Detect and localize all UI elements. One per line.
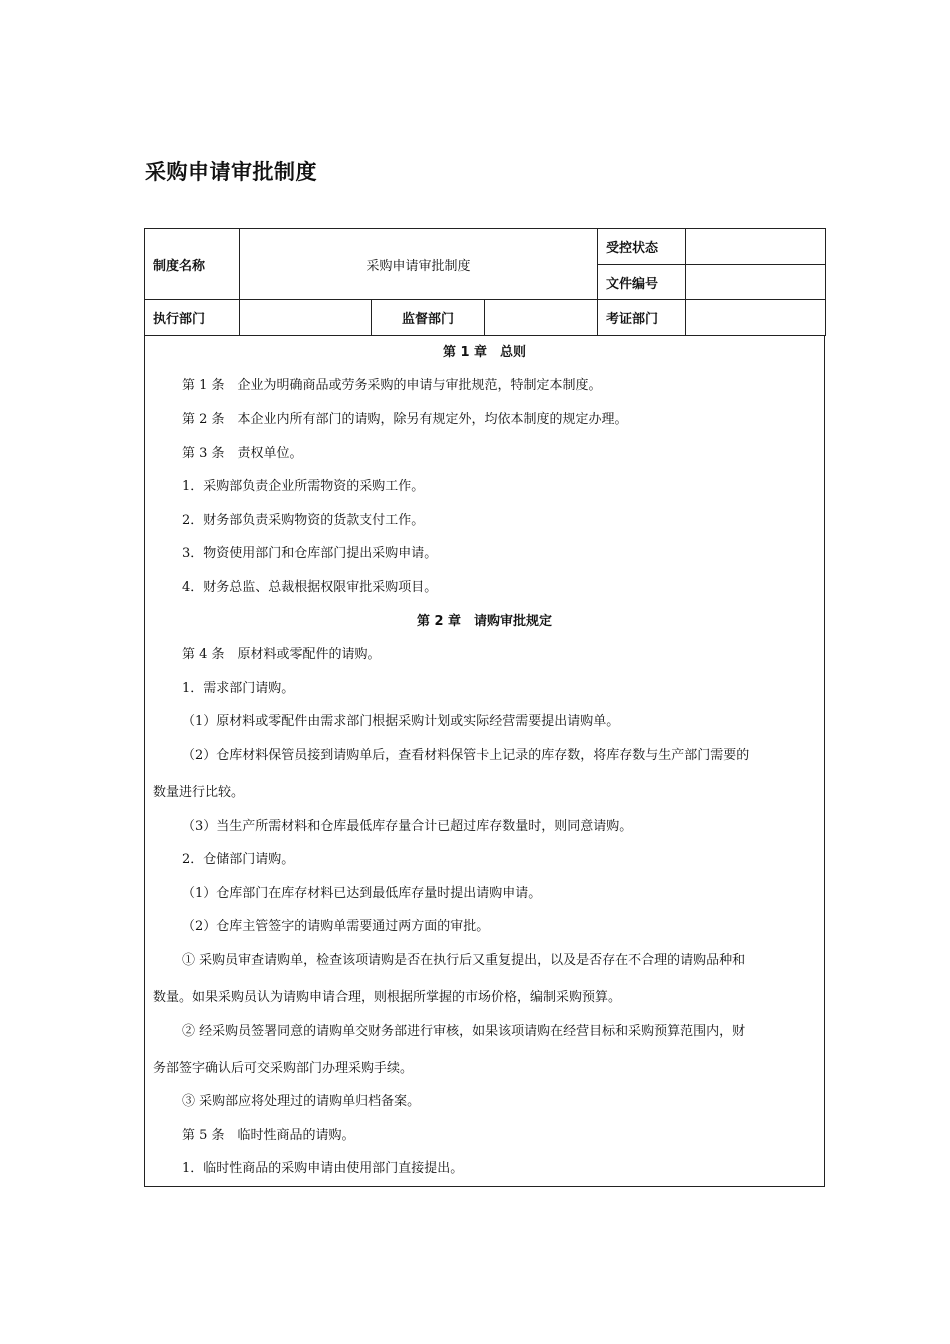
policy-name-label: 制度名称 (145, 229, 240, 300)
article-4-item-2: 2．仓储部门请购。 (182, 852, 295, 867)
verify-dept-value (686, 300, 826, 336)
article-3-item-1: 1．采购部负责企业所需物资的采购工作。 (182, 479, 425, 494)
article-4-item-2-circle-1: ① 采购员审查请购单，检查该项请购是否在执行后又重复提出，以及是否存在不合理的请购品种和 (182, 953, 746, 968)
doc-number-label: 文件编号 (598, 265, 686, 300)
article-3: 第 3 条 责权单位。 (182, 446, 303, 461)
article-1: 第 1 条 企业为明确商品或劳务采购的申请与审批规范，特制定本制度。 (182, 378, 602, 393)
chapter-1-title: 第 1 章 总则 (442, 345, 527, 360)
article-4-item-1-sub-2: （2）仓库材料保管员接到请购单后，查看材料保管卡上记录的库存数，将库存数与生产部门需要的 (182, 748, 750, 763)
exec-dept-value (240, 300, 372, 336)
article-2: 第 2 条 本企业内所有部门的请购，除另有规定外，均依本制度的规定办理。 (182, 412, 628, 427)
article-3-item-4: 4．财务总监、总裁根据权限审批采购项目。 (182, 580, 438, 595)
control-status-label: 受控状态 (598, 229, 686, 265)
doc-number-value (686, 265, 826, 300)
article-4-item-1-sub-3: （3）当生产所需材料和仓库最低库存量合计已超过库存数量时，则同意请购。 (182, 819, 633, 834)
article-3-item-3: 3．物资使用部门和仓库部门提出采购申请。 (182, 546, 438, 561)
verify-dept-label: 考证部门 (598, 300, 686, 336)
policy-info-table (144, 228, 826, 336)
exec-dept-label: 执行部门 (145, 300, 240, 336)
article-4: 第 4 条 原材料或零配件的请购。 (182, 647, 381, 662)
article-4-item-1: 1．需求部门请购。 (182, 681, 295, 696)
article-4-item-2-sub-1: （1）仓库部门在库存材料已达到最低库存量时提出请购申请。 (182, 886, 542, 901)
article-4-item-1-sub-1: （1）原材料或零配件由需求部门根据采购计划或实际经营需要提出请购单。 (182, 714, 620, 729)
supervise-dept-label: 监督部门 (372, 300, 485, 336)
article-5-item-1: 1．临时性商品的采购申请由使用部门直接提出。 (182, 1161, 464, 1176)
article-4-item-2-circle-1-cont: 数量。如果采购员认为请购申请合理，则根据所掌握的市场价格，编制采购预算。 (153, 990, 622, 1005)
chapter-2-title: 第 2 章 请购审批规定 (416, 614, 553, 629)
control-status-value (686, 229, 826, 265)
policy-name-value: 采购申请审批制度 (240, 229, 598, 300)
supervise-dept-value (485, 300, 598, 336)
page-title: 采购申请审批制度 (145, 160, 317, 184)
article-4-item-2-circle-2: ② 经采购员签署同意的请购单交财务部进行审核，如果该项请购在经营目标和采购预算范围内，财 (182, 1024, 746, 1039)
article-4-item-2-circle-2-cont: 务部签字确认后可交采购部门办理采购手续。 (153, 1061, 414, 1076)
policy-body (144, 335, 825, 1187)
article-4-item-2-circle-3: ③ 采购部应将处理过的请购单归档备案。 (182, 1094, 421, 1109)
article-4-item-2-sub-2: （2）仓库主管签字的请购单需要通过两方面的审批。 (182, 919, 490, 934)
article-3-item-2: 2．财务部负责采购物资的货款支付工作。 (182, 513, 425, 528)
article-4-item-1-sub-2-cont: 数量进行比较。 (153, 785, 245, 800)
article-5: 第 5 条 临时性商品的请购。 (182, 1128, 355, 1143)
